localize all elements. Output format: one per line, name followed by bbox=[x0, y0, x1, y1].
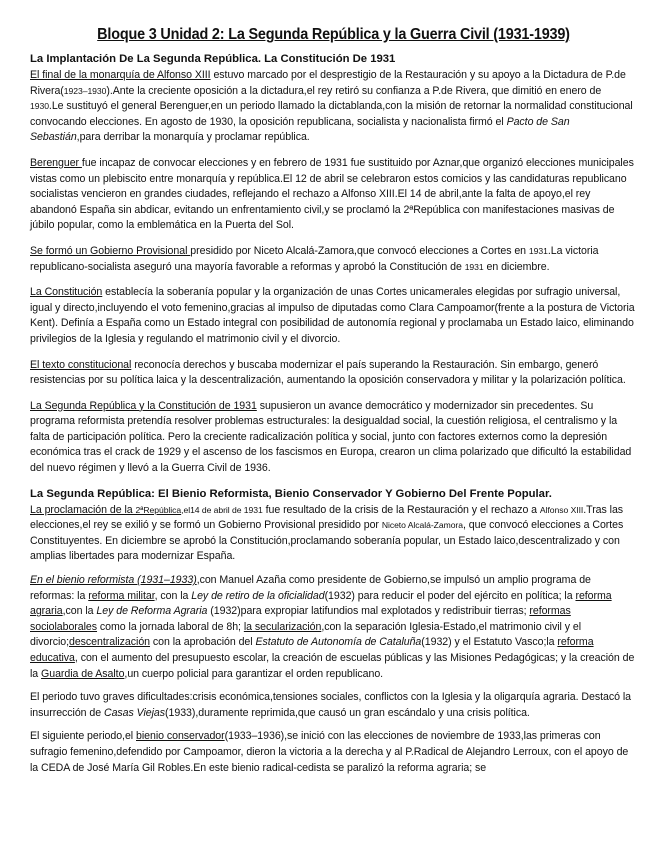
paragraph-berenguer: Berenguer fue incapaz de convocar elecciones y en febrero de 1931 fue sustituido por Aznar,que organizó elecciones municipales vistas como un plebiscito entre monarquía y república.El 12 de abril se celebraron estos comicios y las candidaturas republicano socialistas vencieron en grandes ciudades, reflejando el rechazo a Alfonso XIII.El 14 de abril,ante la falta de apoyo,el rey abandonó España sin abdicar, evitando un enfrentamiento civil,y se proclamó la 2ªRepública con manifestaciones masivas de júbilo popular, como la emblemática en la Puerta del Sol. bbox=[30, 156, 634, 232]
underlined-phrase: La Constitución bbox=[30, 286, 103, 299]
underlined-phrase: El final de la monarquía de Alfonso XIII bbox=[30, 69, 211, 81]
paragraph-texto-constitucional: El texto constitucional reconocía derechos y buscaba modernizar el país superando la Restauración. Sin embargo, generó resistencias por su política laica y la descentralización, aumentando la oposición conservadora y militar y la polarización política. bbox=[30, 358, 626, 387]
document-title: Bloque 3 Unidad 2: La Segunda República y la Guerra Civil (1931-1939) bbox=[97, 26, 570, 43]
underlined-phrase: El texto constitucional bbox=[30, 358, 132, 371]
underlined-phrase: La proclamación de la 2ªRepública bbox=[30, 503, 182, 516]
italic-phrase: Pacto de San Sebastián bbox=[30, 115, 570, 144]
underlined-phrase: La Segunda República y la Constitución de 1931 bbox=[30, 399, 257, 412]
paragraph-bienio-conservador: El siguiente periodo,el bienio conservador(1933–1936),se inició con las elecciones de noviembre de 1933,las primeras con sufragio femenino,defendido por Campoamor, dieron la victoria a la derecha y al P.Radical de Alejandro Lerroux, con el apoyo de la CEDA de José María Gil Robles.En este bienio radical-cedista se paralizó la reforma agraria; se bbox=[30, 730, 629, 774]
paragraph-proclamacion: La proclamación de la 2ªRepública,el14 de abril de 1931 fue resultado de la crisis de la Restauración y el rechazo a Alfonso XIII.Tras las elecciones,el rey se exilió y se formó un Gobierno Provisional presidido por Niceto Alcalá-Zamora, que convocó elecciones a Cortes Constituyentes. En diciembre se aprobó la Constitución,proclamando soberanía popular, un Estado laico,descentralizado y con amplias libertades para modernizar España. bbox=[30, 503, 624, 563]
paragraph-final-monarquia: El final de la monarquía de Alfonso XIII estuvo marcado por el desprestigio de la Restauración y su apoyo a la Dictadura de P.de Rivera(1923–1930).Ante la creciente oposición a la dictadura,el rey retiró su confianza a P.de Rivera, que dimitió en enero de 1930.Le sustituyó el general Berenguer,en un periodo llamado la dictablanda,con la misión de retornar la normalidad constitucional convocando elecciones. En agosto de 1930, la oposición republicana, socialista y nacionalista firmó el Pacto de San Sebastián,para derribar la monarquía y proclamar república. bbox=[30, 69, 633, 144]
underlined-phrase: Se formó un Gobierno Provisional bbox=[30, 244, 191, 257]
section-heading-bienios: La Segunda República: El Bienio Reformista, Bienio Conservador Y Gobierno Del Frente Popular. bbox=[30, 487, 552, 500]
paragraph-bienio-reformista: En el bienio reformista (1931–1933),con Manuel Azaña como presidente de Gobierno,se impulsó un amplio programa de reformas: la reforma militar, con la Ley de retiro de la oficialidad(1932) para reducir el poder del ejército en política; la reforma agraria,con la Ley de Reforma Agraria (1932)para expropiar latifundios mal explotados y redistribuir tierras; reformas sociolaborales como la jornada laboral de 8h; la secularización,con la separación Iglesia-Estado,el matrimonio civil y el divorcio;descentralización con la aprobación del Estatuto de Autonomía de Cataluña(1932) y el Estatuto Vasco;la reforma educativa, con el aumento del presupuesto escolar, la creación de escuelas públicas y las Misiones Pedagógicas; y la creación de la Guardia de Asalto,un cuerpo policial para garantizar el orden republicano. bbox=[30, 574, 635, 680]
section-heading-implantacion: La Implantación De La Segunda República. La Constitución De 1931 bbox=[30, 53, 396, 65]
underlined-italic-phrase: En el bienio reformista (1931–1933) bbox=[30, 574, 197, 587]
paragraph-constitucion: La Constitución establecía la soberanía popular y la organización de unas Cortes unicamerales elegidas por sufragio universal, igual y directo,incluyendo el voto femenino,gracias al impulso de diputadas como Clara Campoamor(frente a la postura de Victoria Kent). Definía a España como un Estado integral con posibilidad de autonomía regional y proclamaba un Estado laico, eliminando privilegios de la Iglesia y regulando el matrimonio civil y el divorcio. bbox=[30, 286, 635, 345]
underlined-phrase: Berenguer bbox=[30, 156, 82, 169]
paragraph-segunda-republica-balance: La Segunda República y la Constitución de 1931 supusieron un avance democrático y modernizador sin precedentes. Su programa reformista pretendía resolver problemas estructurales: la desigualdad social, la cuestión religiosa, el centralismo y la falta de participación política. Pero la creciente radicalización política y social, junto con factores externos como la depresión económica tras el crack de 1929 y el ascenso de los fascismos en Europa, crearon un clima polarizado que dificultó la estabilidad del nuevo régimen y llevó a la Guerra Civil de 1936. bbox=[30, 399, 632, 475]
paragraph-dificultades: El periodo tuvo graves dificultades:crisis económica,tensiones sociales, conflictos con la Iglesia y la oligarquía agraria. Destacó la insurrección de Casas Viejas(1933),duramente reprimida,que causó un gran escándalo y una crisis política. bbox=[30, 691, 631, 719]
paragraph-gobierno-provisional: Se formó un Gobierno Provisional presidido por Niceto Alcalá-Zamora,que convocó elecciones a Cortes en 1931.La victoria republicano-socialista aseguró una mayoría favorable a reformas y aprobó la Constitución de 1931 en diciembre. bbox=[30, 244, 599, 273]
